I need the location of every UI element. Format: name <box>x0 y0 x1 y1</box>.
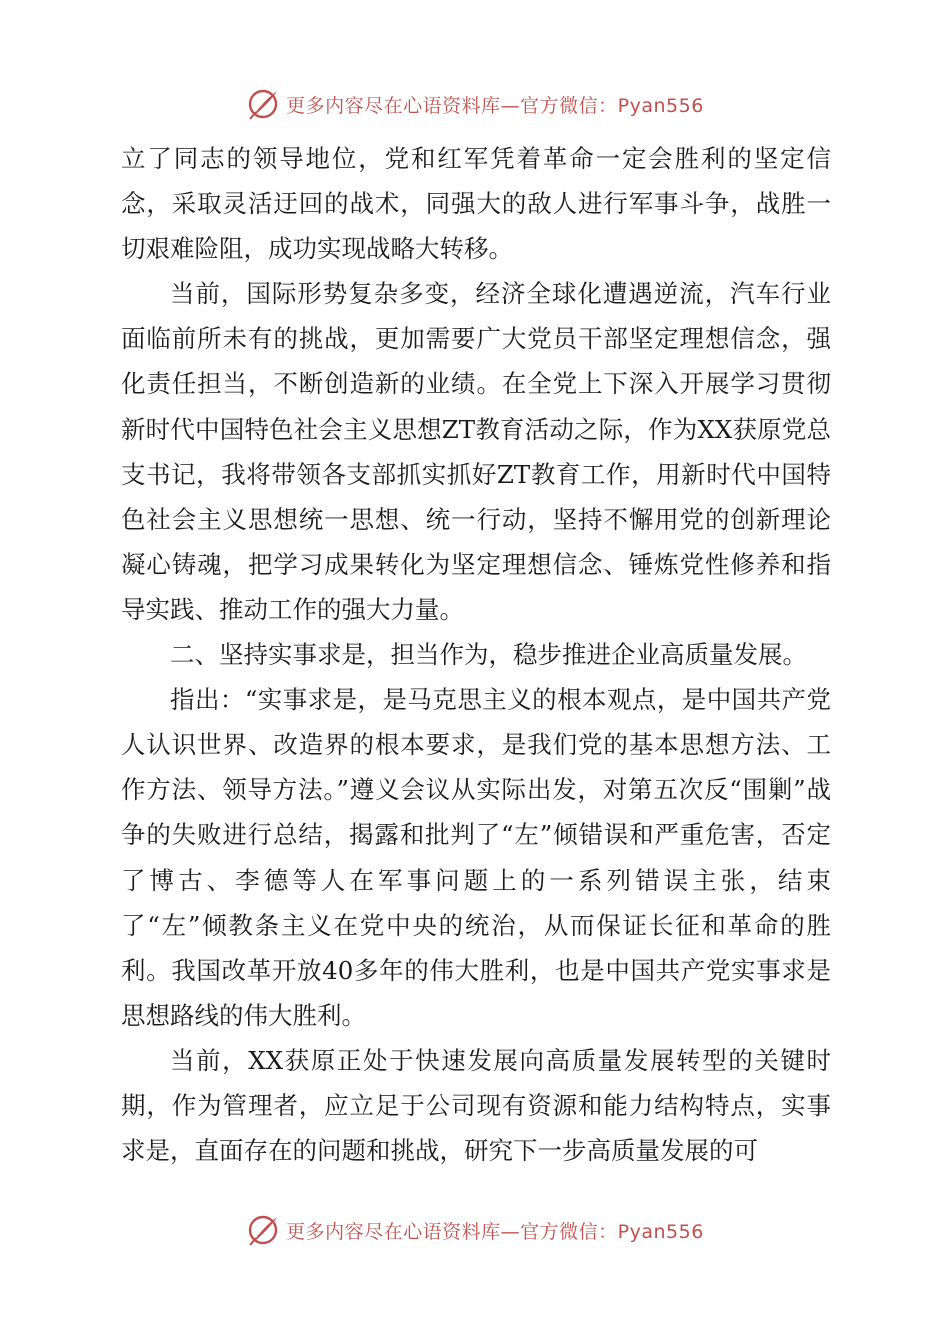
footer-banner-text: 更多内容尽在心语资料库—官方微信：Pyan556 <box>286 1220 704 1243</box>
header-banner-inner <box>246 87 704 121</box>
header-banner-text: 更多内容尽在心语资料库—官方微信：Pyan556 <box>286 94 704 117</box>
footer-banner <box>0 1210 950 1250</box>
section-heading: 二、坚持实事求是，担当作为，稳步推进企业高质量发展。 <box>170 640 807 670</box>
quill-logo-icon <box>246 1213 280 1247</box>
paragraph-2: 当前，国际形势复杂多变，经济全球化遭遇逆流，汽车行业面临前所未有的挑战，更加需要广大党员干部坚定理想信念，强化责任担当，不断创造新的业绩。在全党上下深入开展学习贯彻新时代中国特色社会主义思想ZT教育活动之际，作为XX获原党总支书记，我将带领各支部抓实抓好ZT教育工作，用新时代中国特色社会主义思想统一思想、统一行动，坚持不懈用党的创新理论凝心铸魂，把学习成果转化为坚定理想信念、锤炼党性修养和指导实践、推动工作的强大力量。 <box>121 279 831 624</box>
paragraph-3: 指出：“实事求是，是马克思主义的根本观点，是中国共产党人认识世界、改造界的根本要求，是我们党的基本思想方法、工作方法、领导方法。”遵义会议从实际出发，对第五次反“围剿”战争的失败进行总结，揭露和批判了“左”倾错误和严重危害，否定了博古、李德等人在军事问题上的一系列错误主张，结束了“左”倾教条主义在党中央的统治，从而保证长征和革命的胜利。我国改革开放40多年的伟大胜利，也是中国共产党实事求是思想路线的伟大胜利。 <box>121 685 831 1030</box>
paragraph-1: 立了同志的领导地位，党和红军凭着革命一定会胜利的坚定信念，采取灵活迂回的战术，同强大的敌人进行军事斗争，战胜一切艰难险阻，成功实现战略大转移。 <box>121 144 831 264</box>
paragraph-4: 当前，XX获原正处于快速发展向高质量发展转型的关键时期，作为管理者，应立足于公司现有资源和能力结构特点，实事求是，直面存在的问题和挑战，研究下一步高质量发展的可 <box>121 1045 831 1166</box>
document-body <box>121 136 831 1173</box>
quill-logo-icon <box>246 87 280 121</box>
footer-banner-inner <box>246 1213 704 1247</box>
header-banner <box>0 84 950 124</box>
